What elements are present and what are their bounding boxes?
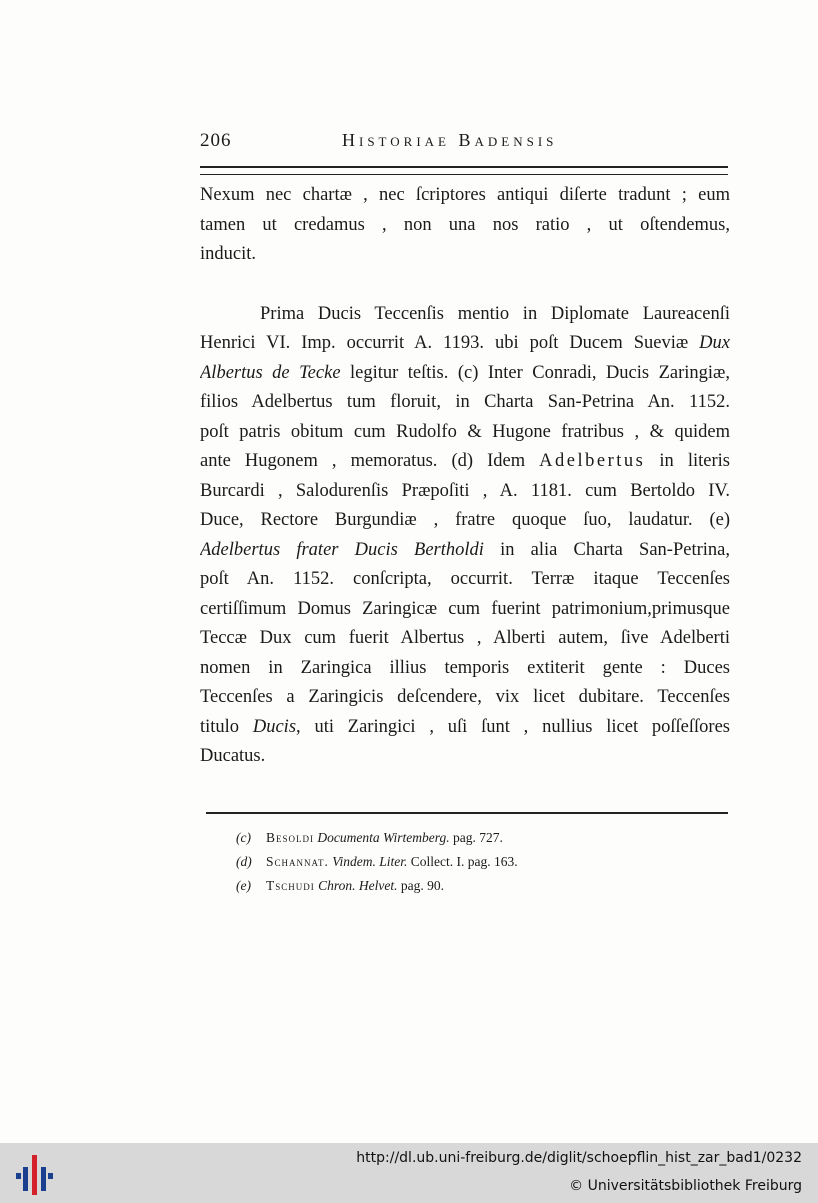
text-line: Adelbertus frater Ducis Bertholdi in alia Charta San-Petrina,	[200, 539, 730, 560]
text-line: Teccæ Dux cum fuerit Albertus , Alberti autem, ſive Adelberti	[200, 628, 730, 648]
footnote-ref: pag. 90.	[400, 878, 444, 893]
footnote-ref: pag. 727.	[453, 830, 503, 845]
text-line: filios Adelbertus tum floruit, in Charta San-Petrina An. 1152.	[200, 392, 730, 412]
footnote-author: Tschudi	[266, 878, 315, 893]
footnote-rule	[206, 812, 728, 814]
footnote-author: Schannat.	[266, 854, 329, 869]
page-header	[200, 128, 730, 158]
text-line: poſt An. 1152. conſcripta, occurrit. Terræ itaque Teccenſes	[200, 569, 730, 589]
text-line: ante Hugonem , memoratus. (d) Idem Adelbertus in literis	[200, 451, 730, 471]
page-number: 206	[200, 130, 232, 151]
footnote	[236, 850, 716, 874]
copyright-notice: © Universitätsbibliothek Freiburg	[569, 1178, 802, 1194]
header-rule	[200, 166, 728, 175]
text-line: titulo Ducis, uti Zaringici , uſi ſunt , nullius licet poſſeſſores	[200, 716, 730, 737]
footnote	[236, 874, 716, 898]
footnote	[236, 826, 716, 850]
text-line: Duce, Rectore Burgundiæ , fratre quoque ſuo, laudatur. (e)	[200, 510, 730, 530]
text-line: Henrici VI. Imp. occurrit A. 1193. ubi poſt Ducem Sueviæ Dux	[200, 333, 730, 353]
footnote-author: Besoldi	[266, 830, 315, 845]
text-line: Prima Ducis Teccenſis mentio in Diplomate Laureacenſi	[260, 303, 730, 324]
text-line: Burcardi , Salodurenſis Præpoſiti , A. 1181. cum Bertoldo IV.	[200, 480, 730, 501]
footnote-work: Documenta Wirtemberg.	[317, 830, 450, 845]
text-line: Ducatus.	[200, 746, 266, 766]
ub-freiburg-logo-icon[interactable]	[14, 1153, 54, 1197]
footnotes	[236, 826, 716, 898]
text-line: certiſſimum Domus Zaringicæ cum fuerint patrimonium,primusque	[200, 598, 730, 619]
text-line: inducit.	[200, 244, 257, 264]
footnote-mark: (c)	[236, 830, 251, 845]
text-line: poſt patris obitum cum Rudolfo & Hugone fratribus , & quidem	[200, 421, 730, 442]
main-text	[200, 181, 730, 772]
text-line: Nexum nec chartæ , nec ſcriptores antiqui diſerte tradunt ; eum	[200, 185, 730, 205]
running-title: Historiae Badensis	[342, 130, 558, 150]
footnote-ref: Collect. I. pag. 163.	[410, 854, 518, 869]
text-line: Albertus de Tecke legitur teſtis. (c) Inter Conradi, Ducis Zaringiæ,	[200, 362, 730, 383]
footnote-work: Chron. Helvet.	[318, 878, 398, 893]
footnote-work: Vindem. Liter.	[332, 854, 408, 869]
permalink-url[interactable]: http://dl.ub.uni-freiburg.de/diglit/schoepflin_hist_zar_bad1/0232	[356, 1150, 802, 1166]
text-line: tamen ut credamus , non una nos ratio , ut oſtendemus,	[200, 214, 730, 235]
footnote-mark: (e)	[236, 878, 251, 893]
paragraph-gap	[200, 270, 730, 300]
text-line: Teccenſes a Zaringicis deſcendere, vix licet dubitare. Teccenſes	[200, 687, 730, 707]
text-line: nomen in Zaringica illius temporis extiterit gente : Duces	[200, 657, 730, 678]
footnote-mark: (d)	[236, 854, 252, 869]
